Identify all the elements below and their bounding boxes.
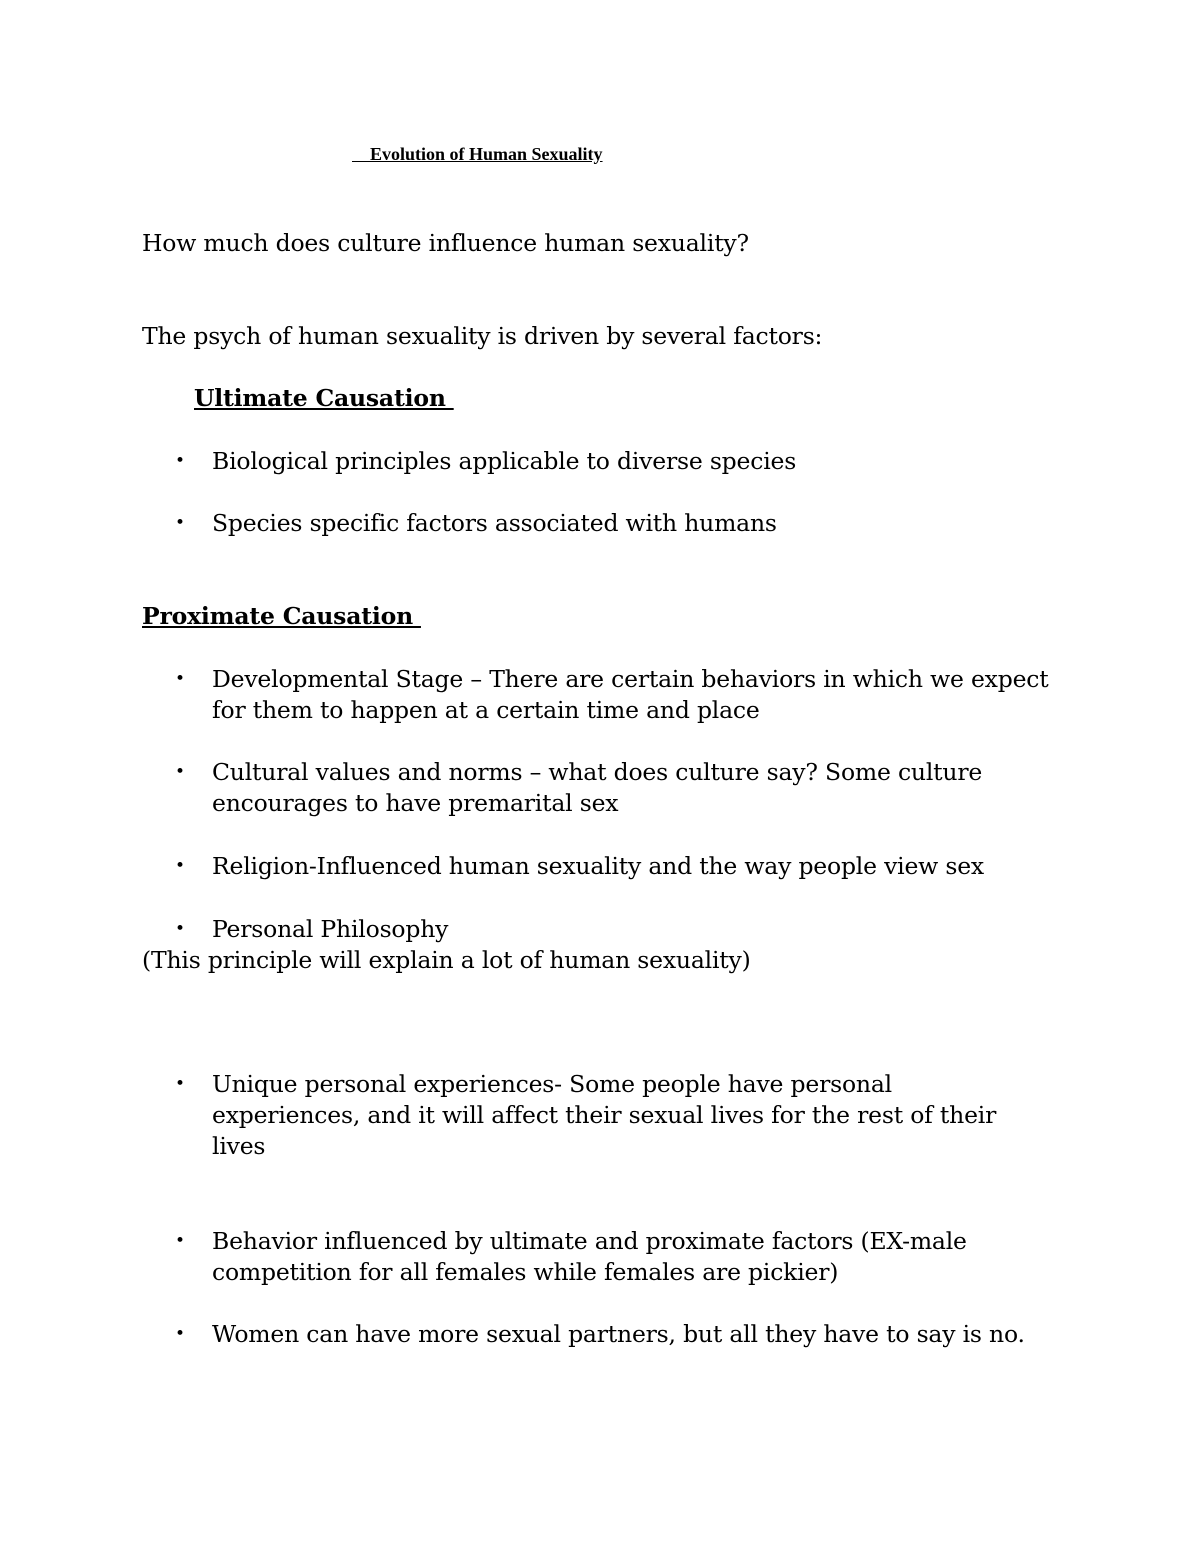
bullet-icon: • bbox=[175, 1324, 186, 1344]
bullet-icon: • bbox=[175, 919, 186, 939]
item-line: Cultural values and norms – what does culture say? Some culture bbox=[212, 758, 983, 786]
principle-note: (This principle will explain a lot of human sexuality) bbox=[142, 946, 751, 974]
document-title: Evolution of Human Sexuality bbox=[370, 144, 603, 164]
item-line: competition for all females while females are pickier) bbox=[212, 1258, 839, 1286]
item-line: Behavior influenced by ultimate and proximate factors (EX-male bbox=[212, 1227, 967, 1255]
question-text: How much does culture influence human sexuality? bbox=[142, 229, 749, 257]
item-line: Developmental Stage – There are certain behaviors in which we expect bbox=[212, 665, 1049, 693]
proximate-item bbox=[212, 1226, 1072, 1288]
bullet-icon: • bbox=[175, 451, 186, 471]
bullet-icon: • bbox=[175, 513, 186, 533]
bullet-icon: • bbox=[175, 856, 186, 876]
bullet-icon: • bbox=[175, 1074, 186, 1094]
proximate-item bbox=[212, 1319, 1072, 1350]
proximate-item bbox=[212, 757, 1072, 819]
proximate-causation-heading: Proximate Causation bbox=[142, 602, 421, 630]
item-line: for them to happen at a certain time and place bbox=[212, 696, 760, 724]
item-line: Unique personal experiences- Some people have personal bbox=[212, 1070, 892, 1098]
item-line: experiences, and it will affect their sexual lives for the rest of their bbox=[212, 1101, 997, 1129]
bullet-icon: • bbox=[175, 669, 186, 689]
proximate-item bbox=[212, 914, 1072, 945]
ultimate-item: Biological principles applicable to diverse species bbox=[212, 447, 797, 475]
proximate-item bbox=[212, 664, 1072, 726]
item-line: lives bbox=[212, 1132, 266, 1160]
item-line: encourages to have premarital sex bbox=[212, 789, 619, 817]
proximate-item bbox=[212, 851, 1072, 882]
bullet-icon: • bbox=[175, 762, 186, 782]
item-line: Religion-Influenced human sexuality and the way people view sex bbox=[212, 852, 984, 880]
ultimate-causation-heading: Ultimate Causation bbox=[194, 384, 454, 412]
intro-text: The psych of human sexuality is driven by several factors: bbox=[142, 322, 823, 350]
ultimate-item: Species specific factors associated with humans bbox=[212, 509, 777, 537]
proximate-item bbox=[212, 1069, 1072, 1162]
bullet-icon: • bbox=[175, 1231, 186, 1251]
item-line: Personal Philosophy bbox=[212, 915, 449, 943]
item-line: Women can have more sexual partners, but all they have to say is no. bbox=[212, 1320, 1025, 1348]
